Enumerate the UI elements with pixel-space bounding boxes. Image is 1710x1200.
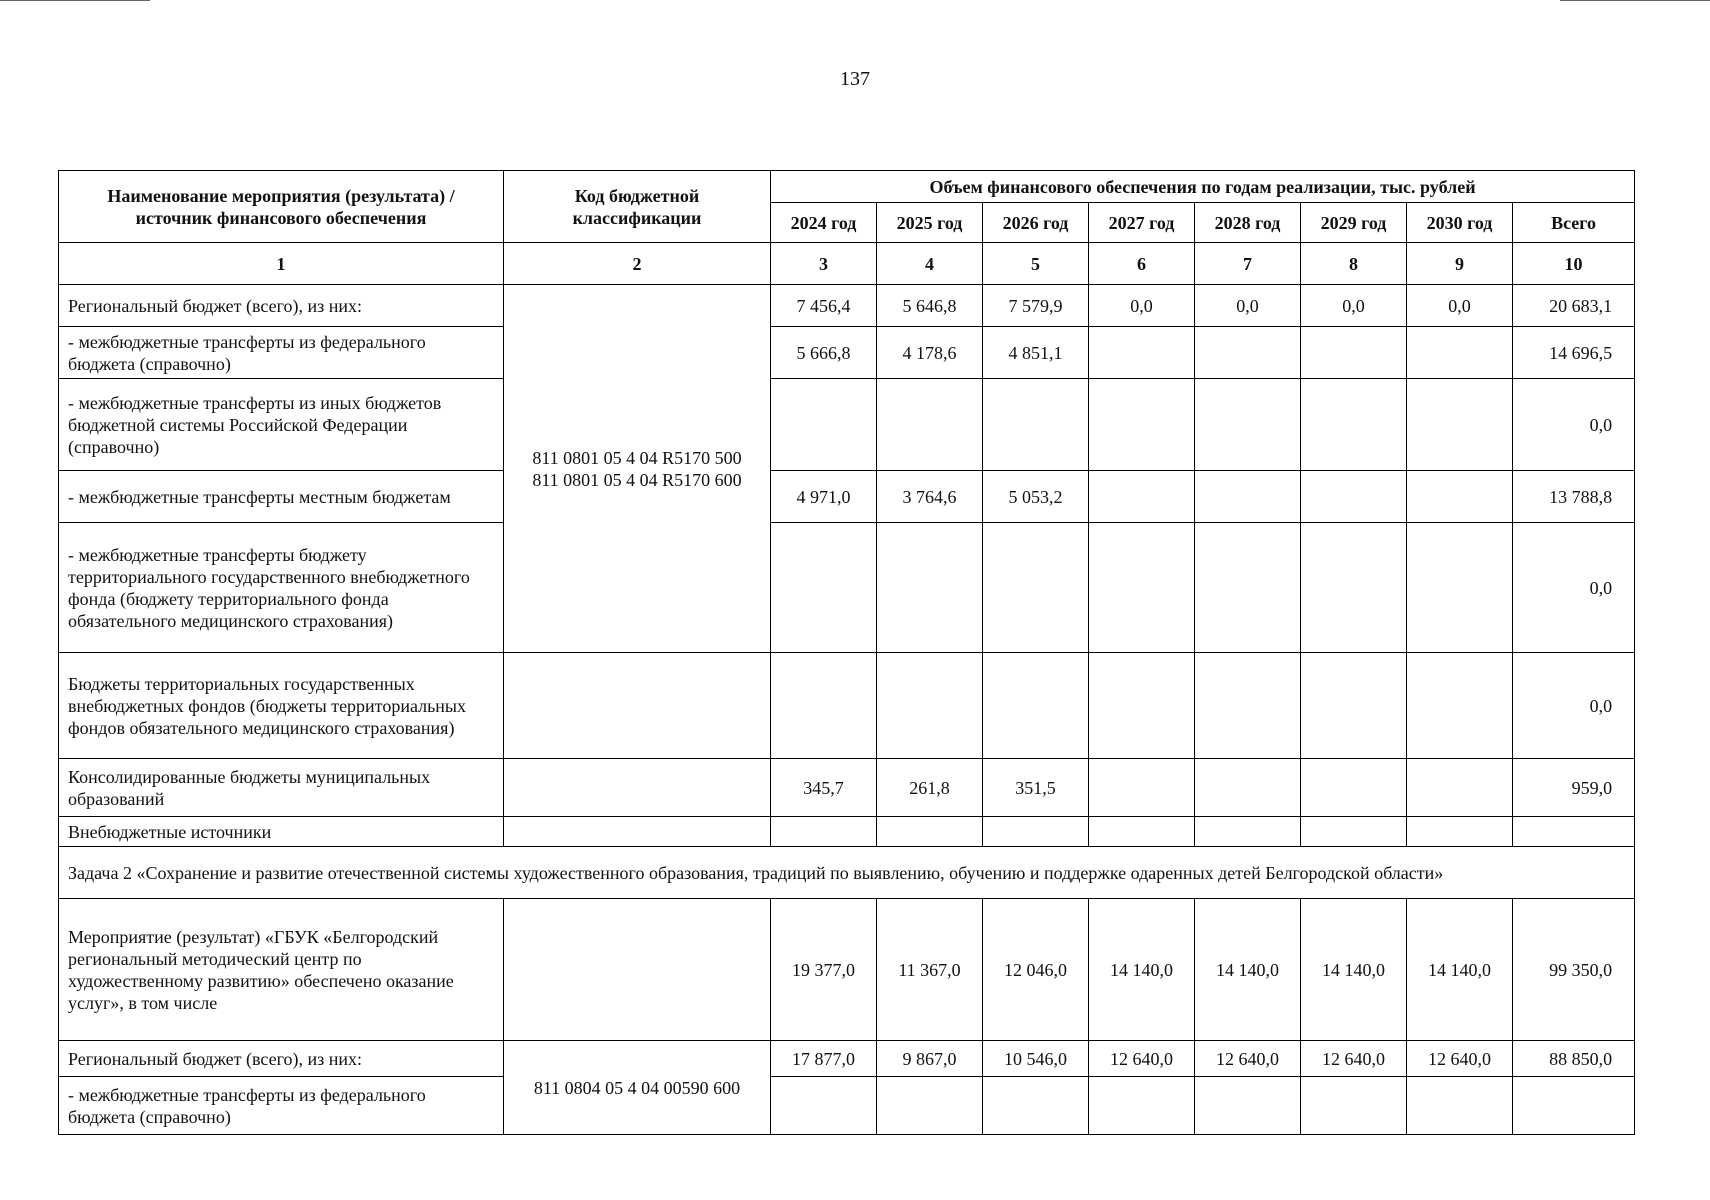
- total-cell: 0,0: [1513, 523, 1635, 653]
- row-name: - межбюджетные трансферты из иных бюджетов бюджетной системы Российской Федерации (справочно): [59, 379, 504, 471]
- budget-code: 811 0801 05 4 04 R5170 500: [532, 447, 742, 468]
- value-cell: [1407, 653, 1513, 759]
- total-cell: 13 788,8: [1513, 471, 1635, 523]
- top-left-edge-line: [0, 0, 150, 1]
- row-name: Внебюджетные источники: [59, 817, 504, 847]
- column-number: 1: [59, 243, 504, 285]
- value-cell: [983, 379, 1089, 471]
- value-cell: 261,8: [877, 759, 983, 817]
- value-cell: [983, 653, 1089, 759]
- value-cell: 10 546,0: [983, 1041, 1089, 1077]
- value-cell: [1195, 817, 1301, 847]
- value-cell: 0,0: [1407, 285, 1513, 327]
- value-cell: [983, 1077, 1089, 1135]
- column-number: 8: [1301, 243, 1407, 285]
- value-cell: [1407, 759, 1513, 817]
- value-cell: [1195, 653, 1301, 759]
- header-year: 2025 год: [877, 203, 983, 243]
- total-cell: 99 350,0: [1513, 899, 1635, 1041]
- total-cell: [1513, 1077, 1635, 1135]
- value-cell: [771, 653, 877, 759]
- table-row: [59, 1041, 1635, 1077]
- value-cell: [1301, 817, 1407, 847]
- value-cell: [877, 817, 983, 847]
- value-cell: 9 867,0: [877, 1041, 983, 1077]
- value-cell: [1407, 471, 1513, 523]
- value-cell: [983, 523, 1089, 653]
- value-cell: [1089, 653, 1195, 759]
- value-cell: [1089, 1077, 1195, 1135]
- row-name: - межбюджетные трансферты местным бюджетам: [59, 471, 504, 523]
- value-cell: [1301, 471, 1407, 523]
- row-name: - межбюджетные трансферты из федерального бюджета (справочно): [59, 327, 504, 379]
- value-cell: 5 053,2: [983, 471, 1089, 523]
- value-cell: [877, 523, 983, 653]
- budget-code: 811 0804 05 4 04 00590 600: [504, 1041, 771, 1135]
- total-cell: 959,0: [1513, 759, 1635, 817]
- column-number: 4: [877, 243, 983, 285]
- value-cell: [1089, 759, 1195, 817]
- column-number: 10: [1513, 243, 1635, 285]
- value-cell: 7 579,9: [983, 285, 1089, 327]
- header-total: Всего: [1513, 203, 1635, 243]
- value-cell: 19 377,0: [771, 899, 877, 1041]
- table-row: [59, 1077, 1635, 1135]
- budget-code: 811 0801 05 4 04 R5170 600: [532, 469, 742, 490]
- value-cell: 4 178,6: [877, 327, 983, 379]
- row-name: - межбюджетные трансферты из федерального бюджета (справочно): [59, 1077, 504, 1135]
- value-cell: 5 666,8: [771, 327, 877, 379]
- value-cell: [1089, 523, 1195, 653]
- total-cell: [1513, 817, 1635, 847]
- value-cell: [1301, 379, 1407, 471]
- value-cell: [877, 1077, 983, 1135]
- value-cell: 14 140,0: [1301, 899, 1407, 1041]
- value-cell: 3 764,6: [877, 471, 983, 523]
- value-cell: 0,0: [1089, 285, 1195, 327]
- value-cell: [1089, 817, 1195, 847]
- table-row: [59, 285, 1635, 327]
- header-year: 2030 год: [1407, 203, 1513, 243]
- value-cell: [1301, 523, 1407, 653]
- header-year: 2024 год: [771, 203, 877, 243]
- value-cell: [1301, 327, 1407, 379]
- value-cell: [1089, 379, 1195, 471]
- value-cell: [1089, 471, 1195, 523]
- table-row: [59, 327, 1635, 379]
- column-number: 2: [504, 243, 771, 285]
- value-cell: 11 367,0: [877, 899, 983, 1041]
- budget-code: [504, 899, 771, 1041]
- column-number: 6: [1089, 243, 1195, 285]
- total-cell: 0,0: [1513, 653, 1635, 759]
- value-cell: [1407, 1077, 1513, 1135]
- value-cell: 7 456,4: [771, 285, 877, 327]
- top-right-edge-line: [1560, 0, 1710, 1]
- value-cell: [1195, 523, 1301, 653]
- value-cell: 14 140,0: [1195, 899, 1301, 1041]
- table-row: [59, 817, 1635, 847]
- value-cell: [1195, 759, 1301, 817]
- value-cell: 12 640,0: [1195, 1041, 1301, 1077]
- column-number: 7: [1195, 243, 1301, 285]
- value-cell: [1301, 1077, 1407, 1135]
- total-cell: 0,0: [1513, 379, 1635, 471]
- value-cell: [1195, 327, 1301, 379]
- event-name: Мероприятие (результат) «ГБУК «Белгородский региональный методический центр по художественному развитию» обеспечено оказание услуг», в том числе: [59, 899, 504, 1041]
- table-row: [59, 523, 1635, 653]
- row-name: - межбюджетные трансферты бюджету территориального государственного внебюджетного фонда (бюджету территориального фонда обязательного медицинского страхования): [59, 523, 504, 653]
- header-year: 2028 год: [1195, 203, 1301, 243]
- budget-code: [504, 759, 771, 817]
- value-cell: [1407, 817, 1513, 847]
- total-cell: 88 850,0: [1513, 1041, 1635, 1077]
- header-year: 2027 год: [1089, 203, 1195, 243]
- value-cell: [1407, 327, 1513, 379]
- table-row: [59, 471, 1635, 523]
- value-cell: [1301, 759, 1407, 817]
- value-cell: 4 971,0: [771, 471, 877, 523]
- value-cell: 14 140,0: [1407, 899, 1513, 1041]
- header-volume: Объем финансового обеспечения по годам реализации, тыс. рублей: [771, 171, 1635, 203]
- value-cell: [1407, 523, 1513, 653]
- column-number: 9: [1407, 243, 1513, 285]
- value-cell: 12 046,0: [983, 899, 1089, 1041]
- table-row: [59, 653, 1635, 759]
- budget-code: [504, 653, 771, 759]
- value-cell: [1195, 379, 1301, 471]
- row-name: Бюджеты территориальных государственных внебюджетных фондов (бюджеты территориальных фондов обязательного медицинского страхования): [59, 653, 504, 759]
- row-name: Консолидированные бюджеты муниципальных образований: [59, 759, 504, 817]
- value-cell: 4 851,1: [983, 327, 1089, 379]
- row-name: Региональный бюджет (всего), из них:: [59, 1041, 504, 1077]
- value-cell: [877, 379, 983, 471]
- task-row: [59, 847, 1635, 899]
- row-name: Региональный бюджет (всего), из них:: [59, 285, 504, 327]
- value-cell: 0,0: [1301, 285, 1407, 327]
- budget-code: [504, 817, 771, 847]
- total-cell: 14 696,5: [1513, 327, 1635, 379]
- header-year: 2026 год: [983, 203, 1089, 243]
- table-row: [59, 899, 1635, 1041]
- table-row: [59, 759, 1635, 817]
- value-cell: [1407, 379, 1513, 471]
- column-number: 5: [983, 243, 1089, 285]
- value-cell: 12 640,0: [1301, 1041, 1407, 1077]
- value-cell: [771, 523, 877, 653]
- total-cell: 20 683,1: [1513, 285, 1635, 327]
- task-heading: Задача 2 «Сохранение и развитие отечественной системы художественного образования, традиций по выявлению, обучению и поддержке одаренных детей Белгородской области»: [59, 847, 1635, 899]
- value-cell: [1195, 471, 1301, 523]
- value-cell: 345,7: [771, 759, 877, 817]
- value-cell: 351,5: [983, 759, 1089, 817]
- table-row: [59, 379, 1635, 471]
- value-cell: [771, 379, 877, 471]
- value-cell: 12 640,0: [1089, 1041, 1195, 1077]
- value-cell: [1089, 327, 1195, 379]
- value-cell: 5 646,8: [877, 285, 983, 327]
- value-cell: [1301, 653, 1407, 759]
- column-number: 3: [771, 243, 877, 285]
- financing-table: [58, 170, 1635, 1135]
- budget-code-cell: [504, 285, 771, 653]
- header-year: 2029 год: [1301, 203, 1407, 243]
- value-cell: 0,0: [1195, 285, 1301, 327]
- value-cell: [771, 817, 877, 847]
- value-cell: [1195, 1077, 1301, 1135]
- value-cell: 14 140,0: [1089, 899, 1195, 1041]
- header-code: Код бюджетной классификации: [504, 171, 771, 243]
- value-cell: [877, 653, 983, 759]
- value-cell: 17 877,0: [771, 1041, 877, 1077]
- value-cell: [771, 1077, 877, 1135]
- value-cell: 12 640,0: [1407, 1041, 1513, 1077]
- page-number: 137: [840, 68, 870, 90]
- value-cell: [983, 817, 1089, 847]
- header-name: Наименование мероприятия (результата) / источник финансового обеспечения: [59, 171, 504, 243]
